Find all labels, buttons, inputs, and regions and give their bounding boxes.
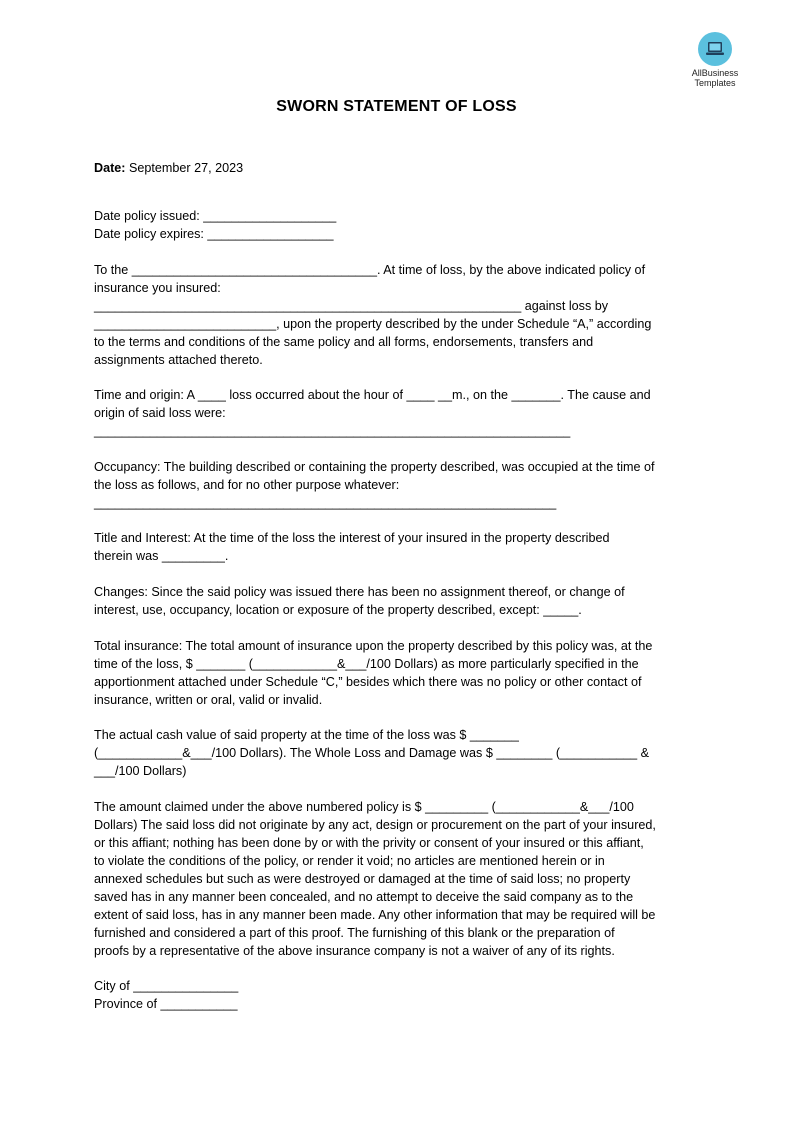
province-field[interactable]: Province of ___________ [94,997,238,1011]
city-field[interactable]: City of _______________ [94,979,239,993]
paragraph-title-interest [94,529,704,565]
text-line: apportionment attached under Schedule “C,” besides which there was no policy or other contact of [94,675,642,689]
text-line: Dollars) The said loss did not originate by any act, design or procurement on the part of your insured, [94,818,656,832]
text-line: Title and Interest: At the time of the loss the interest of your insured in the property described [94,531,610,545]
paragraph-actual-value [94,726,704,780]
paragraph-amount-claimed [94,798,704,960]
text-line: saved has in any manner been concealed, and no attempt to deceive the said company as to the [94,890,634,904]
text-line: insurance, written or oral, valid or invalid. [94,693,323,707]
text-line: annexed schedules but such as were destroyed or damaged at the time of said loss; no property [94,872,631,886]
text-line: ___/100 Dollars) [94,764,187,778]
text-line: ____________________________________________________________________ [94,424,571,438]
paragraph-to [94,261,704,369]
text-line: The actual cash value of said property at the time of the loss was $ _______ [94,728,519,742]
text-line: furnished and considered a part of this proof. The furnishing of this blank or the preparation of [94,926,615,940]
location-fields [94,977,704,1013]
text-line: assignments attached thereto. [94,353,263,367]
text-line: Total insurance: The total amount of insurance upon the property described by this policy was, at the [94,639,653,653]
text-line: (____________&___/100 Dollars). The Whole Loss and Damage was $ ________ (___________ & [94,746,649,760]
text-line: origin of said loss were: [94,406,226,420]
text-line: proofs by a representative of the above insurance company is not a waiver of any of its rights. [94,944,615,958]
logo-line-2: Templates [694,78,736,88]
text-line: time of the loss, $ _______ (____________&___/100 Dollars) as more particularly specified in the [94,657,639,671]
text-line: insurance you insured: [94,281,221,295]
document-title: SWORN STATEMENT OF LOSS [276,98,517,115]
policy-issued-field[interactable]: Date policy issued: ___________________ [94,209,337,223]
logo-line-1: AllBusiness [691,68,739,78]
date-line [94,159,704,177]
paragraph-occupancy [94,458,704,512]
text-line: Occupancy: The building described or containing the property described, was occupied at the time of [94,460,655,474]
laptop-icon [698,32,732,66]
text-line: _____________________________________________________________ against loss by [94,299,609,313]
policy-dates [94,207,704,243]
text-line: extent of said loss, has in any manner been made. Any other information that may be required will be [94,908,656,922]
date-label: Date: [94,161,126,175]
text-line: to violate the conditions of the policy, or render it void; no articles are mentioned herein or in [94,854,605,868]
date-value: September 27, 2023 [125,161,244,175]
company-logo [680,32,750,88]
text-line: __________________________________________________________________ [94,496,557,510]
paragraph-total-insurance [94,637,704,709]
text-line: To the ___________________________________. At time of loss, by the above indicated policy of [94,263,646,277]
text-line: the loss as follows, and for no other purpose whatever: [94,478,400,492]
text-line: interest, use, occupancy, location or exposure of the property described, except: _____. [94,603,582,617]
text-line: Changes: Since the said policy was issued there has been no assignment thereof, or change of [94,585,625,599]
text-line: to the terms and conditions of the same policy and all forms, endorsements, transfers and [94,335,594,349]
text-line: The amount claimed under the above numbered policy is $ _________ (____________&___/100 [94,800,634,814]
paragraph-changes [94,583,704,619]
text-line: therein was _________. [94,549,229,563]
text-line: __________________________, upon the property described by the under Schedule “A,” according [94,317,652,331]
policy-expires-field[interactable]: Date policy expires: __________________ [94,227,334,241]
text-line: Time and origin: A ____ loss occurred about the hour of ____ __m., on the _______. The cause and [94,388,651,402]
text-line: or this affiant; nothing has been done by or with the privity or consent of your insured or this affiant, [94,836,644,850]
paragraph-time-origin [94,386,704,440]
